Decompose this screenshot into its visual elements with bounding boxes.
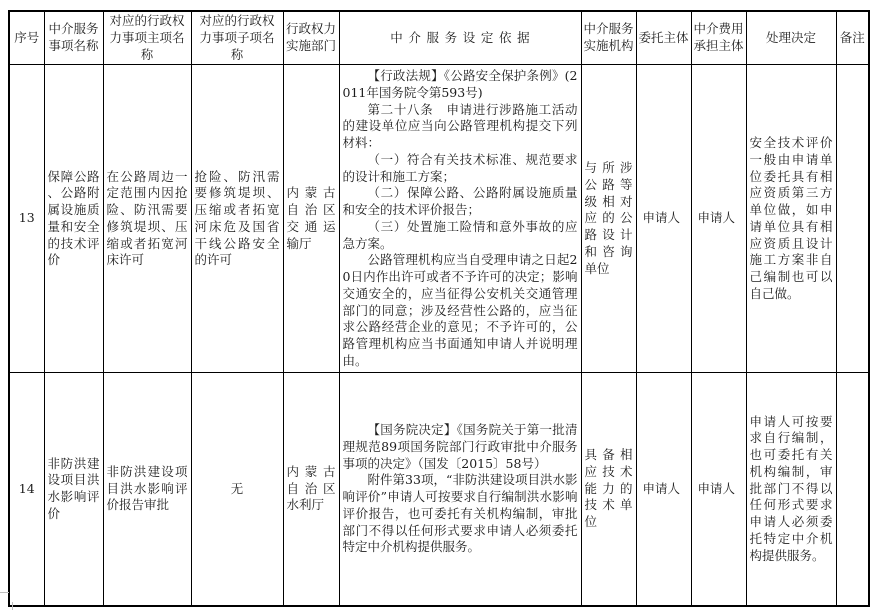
col-header-fee-bearer: 中介费用承担主体 — [691, 11, 746, 65]
cell-fee-bearer: 申请人 — [691, 373, 746, 606]
col-header-main-item: 对应的行政权力事项主项名称 — [103, 11, 191, 65]
col-header-decision: 处理决定 — [746, 11, 836, 65]
table-row-14 — [9, 373, 869, 606]
col-header-principal: 委托主体 — [636, 11, 691, 65]
cell-agency: 具备相应技术能力的技术单位 — [581, 373, 636, 606]
cell-fee-bearer: 申请人 — [691, 65, 746, 373]
cell-basis: 【行政法规】《公路安全保护条例》(2011年国务院令第593号) 第二十八条 申请进行涉路施工活动的建设单位应当向公路管理机构提交下列材料： （一）符合有关技术标准、规范要求的设计和施工方案； （二）保障公路、公路附属设施质量和安全的技术评价报告； （三）处置施工险情和意外事故的应急方案。 公路管理机构应当自受理申请之日起20日内作出许可或者不予许可的决定；影响交通安全的，应当征得公安机关交通管理部门的同意；涉及经营性公路的，应当征求公路经营企业的意见；不予许可的，公路管理机构应当书面通知申请人并说明理由。 — [339, 65, 581, 373]
cell-main-item: 在公路周边一定范围内因抢险、防汛需要修筑堤坝、压缩或者拓宽河床许可 — [103, 65, 191, 373]
table-row-13 — [9, 65, 869, 373]
header-row — [9, 11, 869, 65]
col-header-basis: 中介服务设定依据 — [339, 11, 581, 65]
intermediary-services-table — [8, 10, 870, 607]
cell-seq: 14 — [9, 373, 44, 606]
page-guide-horizontal-line — [0, 592, 9, 593]
cell-seq: 13 — [9, 65, 44, 373]
col-header-service-name: 中介服务事项名称 — [44, 11, 103, 65]
cell-sub-item: 抢险、防汛需要修筑堤坝、压缩或者拓宽河床危及国省干线公路安全的许可 — [191, 65, 283, 373]
col-header-department: 行政权力实施部门 — [283, 11, 339, 65]
cell-department: 内蒙古自治区水利厅 — [283, 373, 339, 606]
cell-agency: 与所涉公路等级相对应的公路设计和咨询单位 — [581, 65, 636, 373]
cell-basis: 【国务院决定】《国务院关于第一批清理规范89项国务院部门行政审批中介服务事项的决定》（国发〔2015〕58号） 附件第33项，“非防洪建设项目洪水影响评价”申请人可按要求自行编制洪水影响评价报告，也可委托有关机构编制，审批部门不得以任何形式要求申请人必须委托特定中介机构提供服务。 — [339, 373, 581, 606]
cell-service-name: 非防洪建设项目洪水影响评价 — [44, 373, 103, 606]
cell-remark — [836, 373, 869, 606]
col-header-agency: 中介服务实施机构 — [581, 11, 636, 65]
cell-principal: 申请人 — [636, 373, 691, 606]
cell-sub-item: 无 — [191, 373, 283, 606]
cell-decision: 安全技术评价一般由申请单位委托具有相应资质第三方单位做，如申请单位具有相应资质且设计施工方案非自己编制也可以自己做。 — [746, 65, 836, 373]
cell-principal: 申请人 — [636, 65, 691, 373]
col-header-remark: 备注 — [836, 11, 869, 65]
col-header-seq: 序号 — [9, 11, 44, 65]
cell-decision: 申请人可按要求自行编制，也可委托有关机构编制，审批部门不得以任何形式要求申请人必须委托特定中介机构提供服务。 — [746, 373, 836, 606]
col-header-sub-item: 对应的行政权力事项子项名称 — [191, 11, 283, 65]
cell-department: 内蒙古自治区交通运输厅 — [283, 65, 339, 373]
cell-service-name: 保障公路、公路附属设施质量和安全的技术评价 — [44, 65, 103, 373]
cell-remark — [836, 65, 869, 373]
cell-main-item: 非防洪建设项目洪水影响评价报告审批 — [103, 373, 191, 606]
page-guide-vertical-line — [12, 602, 13, 610]
